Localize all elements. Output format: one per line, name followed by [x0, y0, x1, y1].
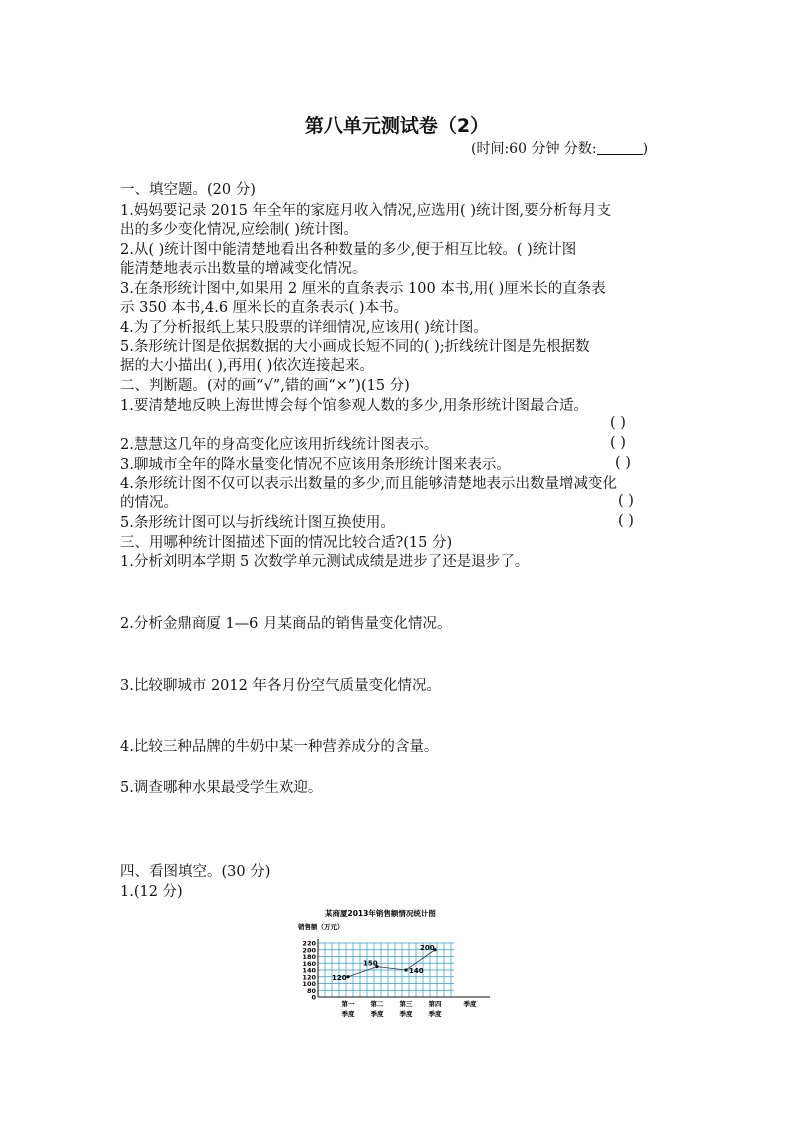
s2-item: 3.聊城市全年的降水量变化情况不应该用条形统计图来表示。 — [120, 457, 511, 473]
section-3-title: 三、用哪种统计图描述下面的情况比较合适?(15 分) — [120, 535, 453, 551]
time-close: ) — [642, 141, 649, 157]
s2-item: 5.条形统计图可以与折线统计图互换使用。 — [120, 515, 395, 531]
s4-question-1: 1.(12 分) — [120, 884, 183, 900]
s1-line: 4.为了分析报纸上某只股票的详细情况,应该用( )统计图。 — [120, 320, 488, 336]
s1-line: 出的多少变化情况,应绘制( )统计图。 — [120, 222, 359, 238]
answer-paren[interactable]: ( ) — [618, 513, 634, 529]
s1-line: 3.在条形统计图中,如果用 2 厘米的直条表示 100 本书,用( )厘米长的直条表 — [120, 281, 606, 297]
s2-item: 2.慧慧这几年的身高变化应该用折线统计图表示。 — [120, 437, 439, 453]
s3-item: 4.比较三种品牌的牛奶中某一种营养成分的含量。 — [120, 739, 439, 755]
x-tick-label: 季度 — [341, 1010, 355, 1018]
x-tick-label: 季度 — [428, 1010, 442, 1018]
answer-paren[interactable]: ( ) — [615, 455, 631, 471]
x-tick-label: 第三 — [399, 1000, 413, 1008]
section-1-title: 一、填空题。(20 分) — [120, 182, 256, 198]
answer-paren[interactable]: ( ) — [618, 493, 634, 509]
s3-item: 3.比较聊城市 2012 年各月份空气质量变化情况。 — [120, 678, 441, 694]
x-tick-label: 第四 — [428, 1000, 442, 1008]
time-score-line — [471, 138, 648, 158]
s1-line: 能清楚地表示出数量的增减变化情况。 — [120, 261, 367, 277]
x-tick-label: 季度 — [370, 1010, 384, 1018]
s3-item: 2.分析金鼎商厦 1—6 月某商品的销售量变化情况。 — [120, 616, 452, 632]
s2-item: 的情况。 — [120, 495, 178, 511]
y-tick-label: 180 — [302, 953, 316, 961]
data-label: 140 — [409, 967, 424, 975]
y-tick-label: 100 — [302, 980, 316, 988]
s2-item: 4.条形统计图不仅可以表示出数量的多少,而且能够清楚地表示出数量增减变化 — [120, 476, 617, 492]
data-label: 200 — [420, 943, 435, 952]
s1-line: 5.条形统计图是依据数据的大小画成长短不同的( );折线统计图是先根据数 — [120, 339, 590, 355]
x-tick-label: 第二 — [370, 1000, 384, 1008]
y-tick-label: 220 — [302, 939, 316, 948]
data-point — [346, 975, 349, 978]
x-tick-label: 季度 — [399, 1010, 413, 1018]
y-tick-label: 80 — [306, 986, 316, 995]
s3-item: 1.分析刘明本学期 5 次数学单元测试成绩是进步了还是退步了。 — [120, 554, 530, 570]
y-tick-label: 120 — [302, 973, 316, 982]
sales-line-chart — [290, 905, 510, 1025]
score-blank[interactable] — [597, 140, 643, 155]
s3-item: 5.调查哪种水果最受学生欢迎。 — [120, 780, 323, 796]
s1-line: 据的大小描出( ),再用( )依次连接起来。 — [120, 358, 374, 374]
y-axis-label: 销售额（万元） — [298, 923, 344, 931]
y-tick-label: 200 — [302, 946, 316, 955]
chart-title: 某商厦2013年销售额情况统计图 — [325, 909, 436, 918]
s2-item: 1.要清楚地反映上海世博会每个馆参观人数的多少,用条形统计图最合适。 — [120, 398, 588, 414]
y-tick-label: 160 — [302, 959, 316, 968]
s1-line: 示 350 本书,4.6 厘米长的直条表示( )本书。 — [120, 300, 409, 316]
y-tick-label: 140 — [302, 966, 316, 975]
s1-line: 1.妈妈要记录 2015 年全年的家庭月收入情况,应选用( )统计图,要分析每月支 — [120, 203, 612, 219]
page-title: 第八单元测试卷（2） — [304, 115, 490, 137]
x-tick-label: 第一 — [341, 1000, 355, 1008]
answer-paren[interactable]: ( ) — [610, 415, 626, 431]
time-label: (时间:60 分钟 分数: — [471, 141, 597, 157]
data-point — [404, 968, 407, 971]
section-2-title: 二、判断题。(对的画“√”,错的画“×”)(15 分) — [120, 378, 410, 394]
s1-line: 2.从( )统计图中能清楚地看出各种数量的多少,便于相互比较。( )统计图 — [120, 242, 577, 258]
x-axis-label: 季度 — [463, 1000, 477, 1008]
answer-paren[interactable]: ( ) — [610, 435, 626, 451]
data-label: 120 — [332, 973, 347, 982]
y-tick-label: 0 — [311, 993, 316, 1002]
data-label: 150 — [363, 959, 378, 968]
section-4-title: 四、看图填空。(30 分) — [120, 864, 271, 880]
